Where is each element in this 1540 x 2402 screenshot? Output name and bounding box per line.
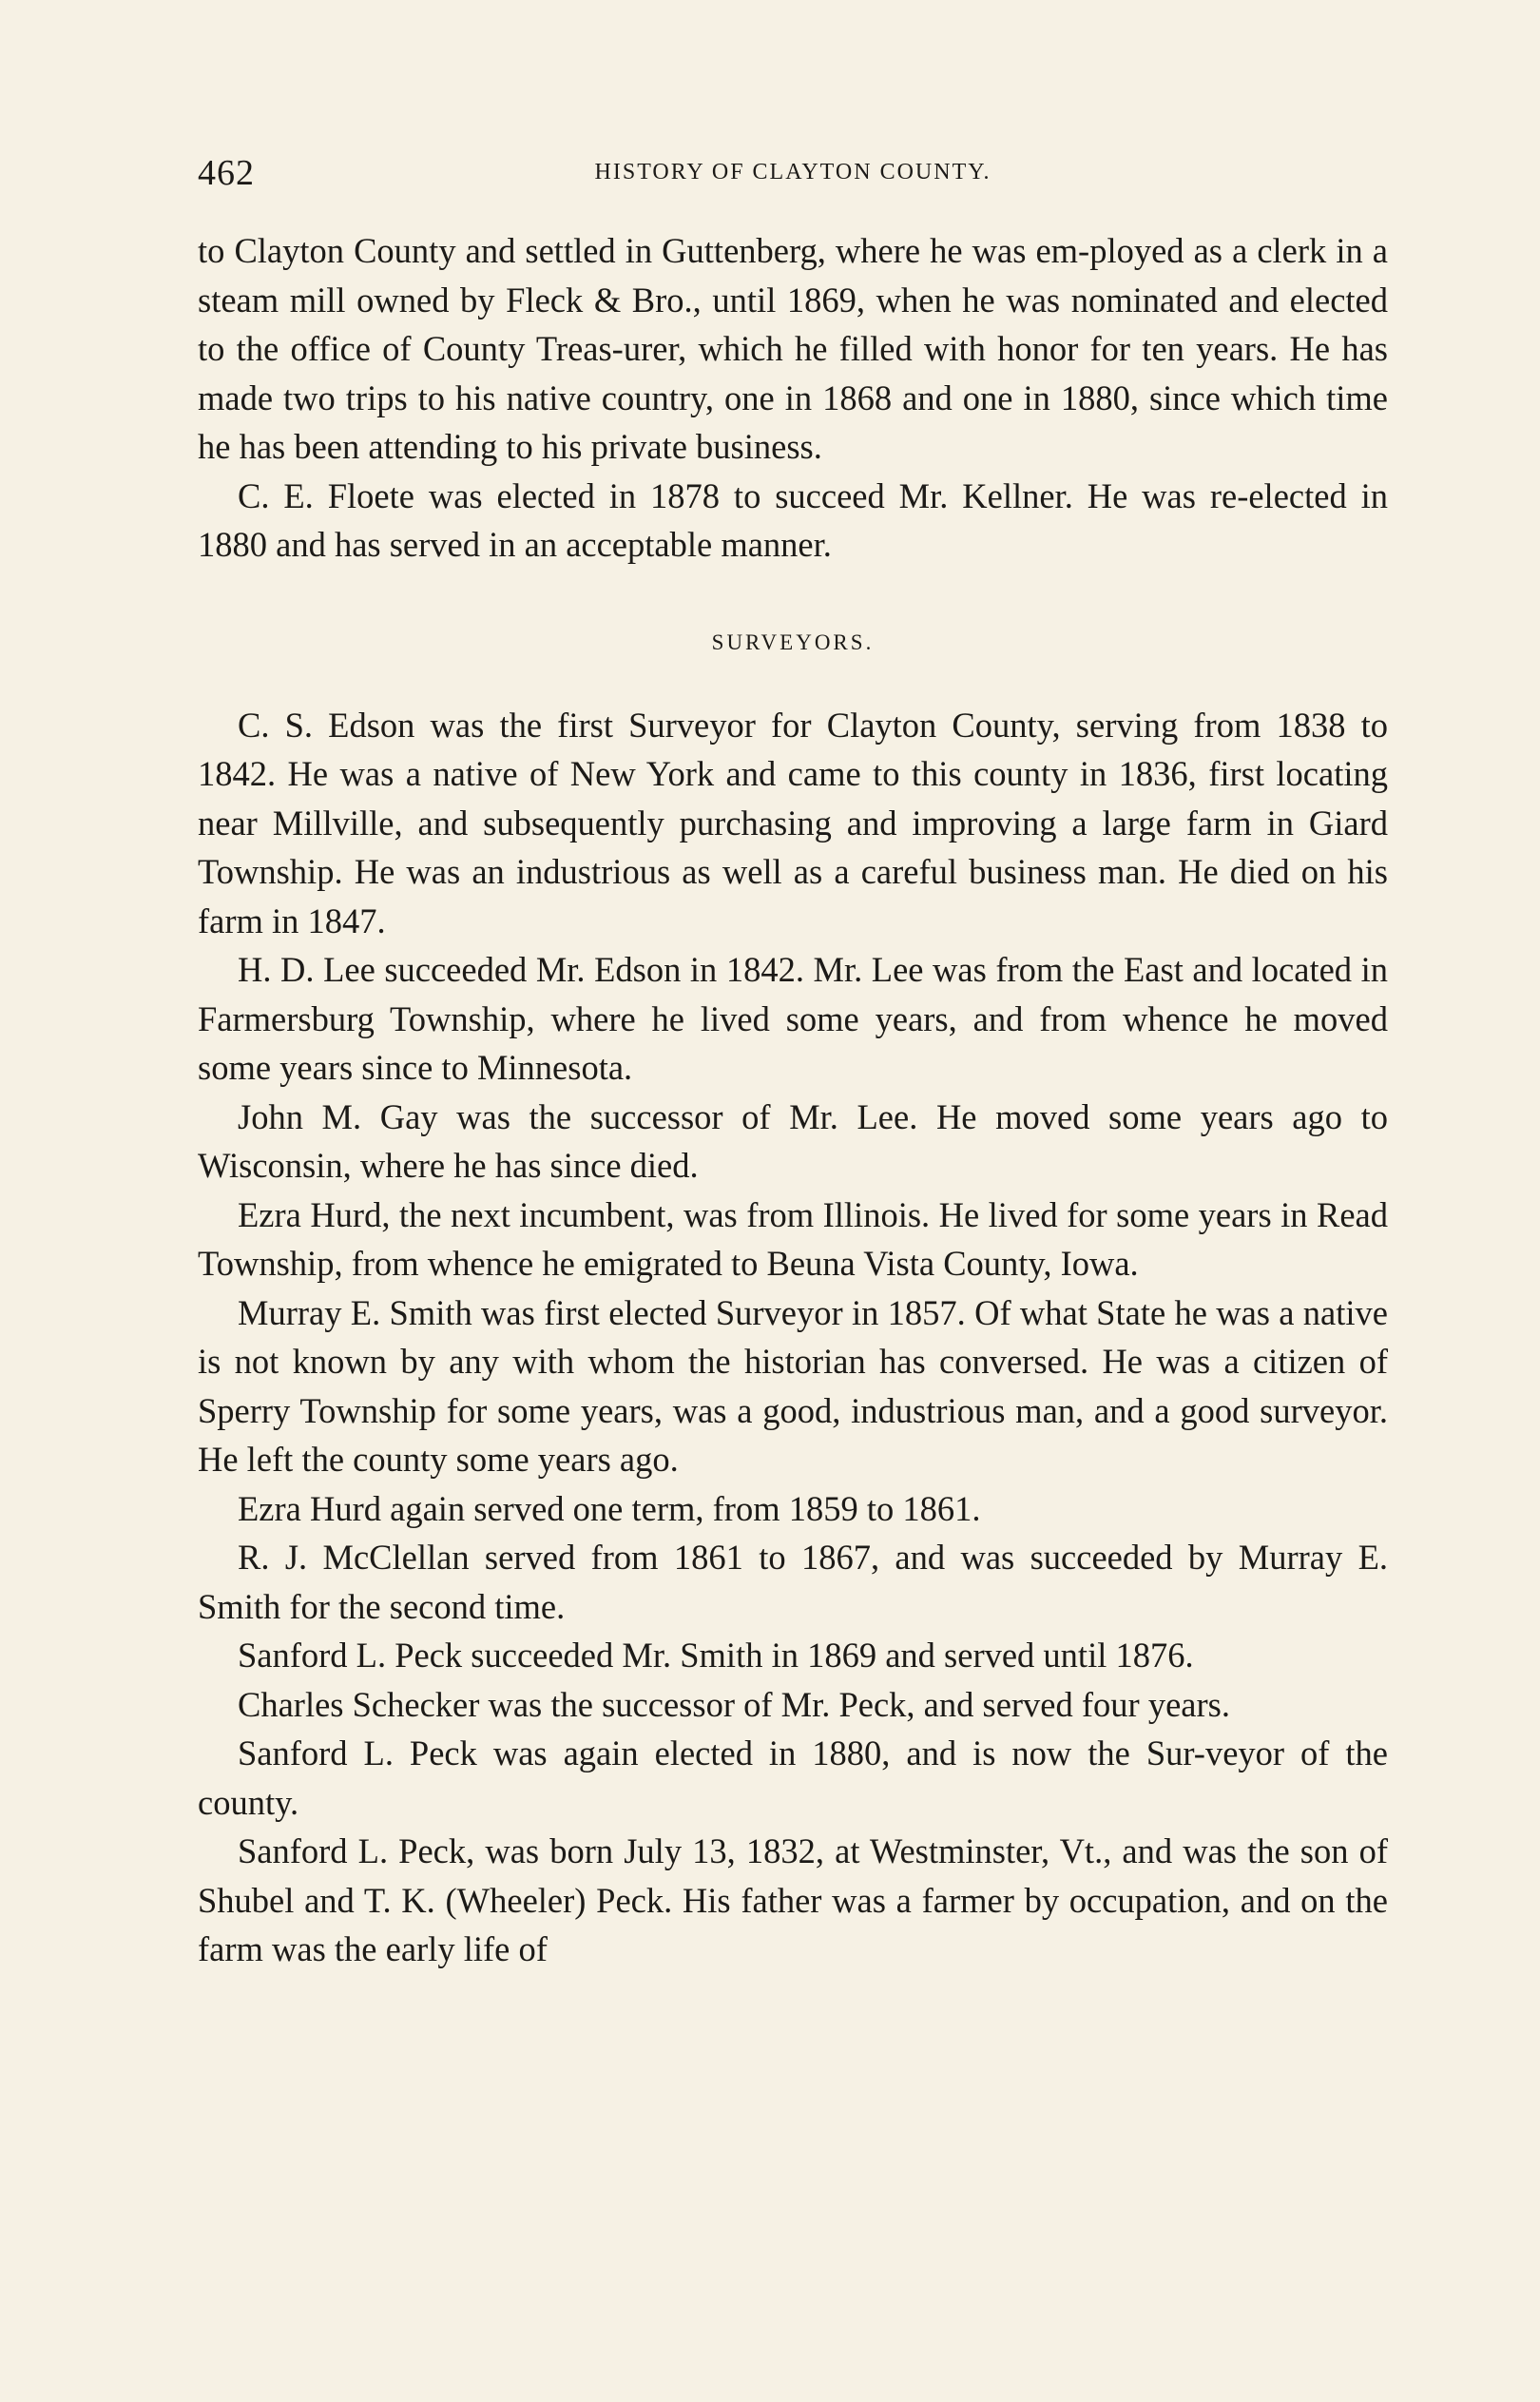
paragraph-schecker: Charles Schecker was the successor of Mr. Peck, and served four years.: [238, 1684, 1230, 1724]
paragraph-lee: H. D. Lee succeeded Mr. Edson in 1842. Mr. Lee was from the East and located in Farmersburg Township, where he lived some years, and from whence he moved some years since to Minnesota.: [198, 950, 1388, 1087]
paragraph-floete: C. E. Floete was elected in 1878 to succeed Mr. Kellner. He was re-elected in 1880 and has served in an acceptable manner.: [198, 475, 1388, 564]
paragraph-peck-again: Sanford L. Peck was again elected in 1880, and is now the Sur-veyor of the county.: [198, 1734, 1388, 1822]
page-number: 462: [198, 153, 255, 193]
paragraph-hurd: Ezra Hurd, the next incumbent, was from Illinois. He lived for some years in Read Township, from whence he emigrated to Beuna Vista County, Iowa.: [198, 1194, 1388, 1283]
paragraph-peck-succeeded: Sanford L. Peck succeeded Mr. Smith in 1869 and served until 1876.: [238, 1636, 1194, 1675]
section-heading-surveyors: SURVEYORS.: [711, 630, 875, 654]
paragraph-gay: John M. Gay was the successor of Mr. Lee. He moved some years ago to Wisconsin, where he has since died.: [198, 1096, 1388, 1185]
paragraph-smith: Murray E. Smith was first elected Surveyor in 1857. Of what State he was a native is not known by any with whom the historian has conversed. He was a citizen of Sperry Township for some years, was a good, industrious man, and a good surveyor. He left the county some years ago.: [198, 1292, 1388, 1479]
paragraph-hurd-again: Ezra Hurd again served one term, from 1859 to 1861.: [238, 1488, 981, 1528]
paragraph-continued: to Clayton County and settled in Guttenberg, where he was em-ployed as a clerk in a steam mill owned by Fleck & Bro., until 1869, when he was nominated and elected to the office of County Treas-urer, which he filled with honor for ten years. He has made two trips to his native country, one in 1868 and one in 1880, since which time he has been attending to his private business.: [198, 231, 1388, 466]
paragraph-mcclellan: R. J. McClellan served from 1861 to 1867, and was succeeded by Murray E. Smith for the second time.: [198, 1538, 1388, 1626]
book-page: [198, 152, 1388, 1974]
paragraph-peck-biography: Sanford L. Peck, was born July 13, 1832, at Westminster, Vt., and was the son of Shubel and T. K. (Wheeler) Peck. His father was a farmer by occupation, and on the farm was the early life of: [198, 1831, 1388, 1968]
paragraph-edson: C. S. Edson was the first Surveyor for Clayton County, serving from 1838 to 1842. He was a native of New York and came to this county in 1836, first locating near Millville, and subsequently purchasing and improving a large farm in Giard Township. He was an industrious as well as a careful business man. He died on his farm in 1847.: [198, 705, 1388, 940]
running-title: HISTORY OF CLAYTON COUNTY.: [594, 160, 991, 184]
running-head: [198, 152, 1388, 209]
